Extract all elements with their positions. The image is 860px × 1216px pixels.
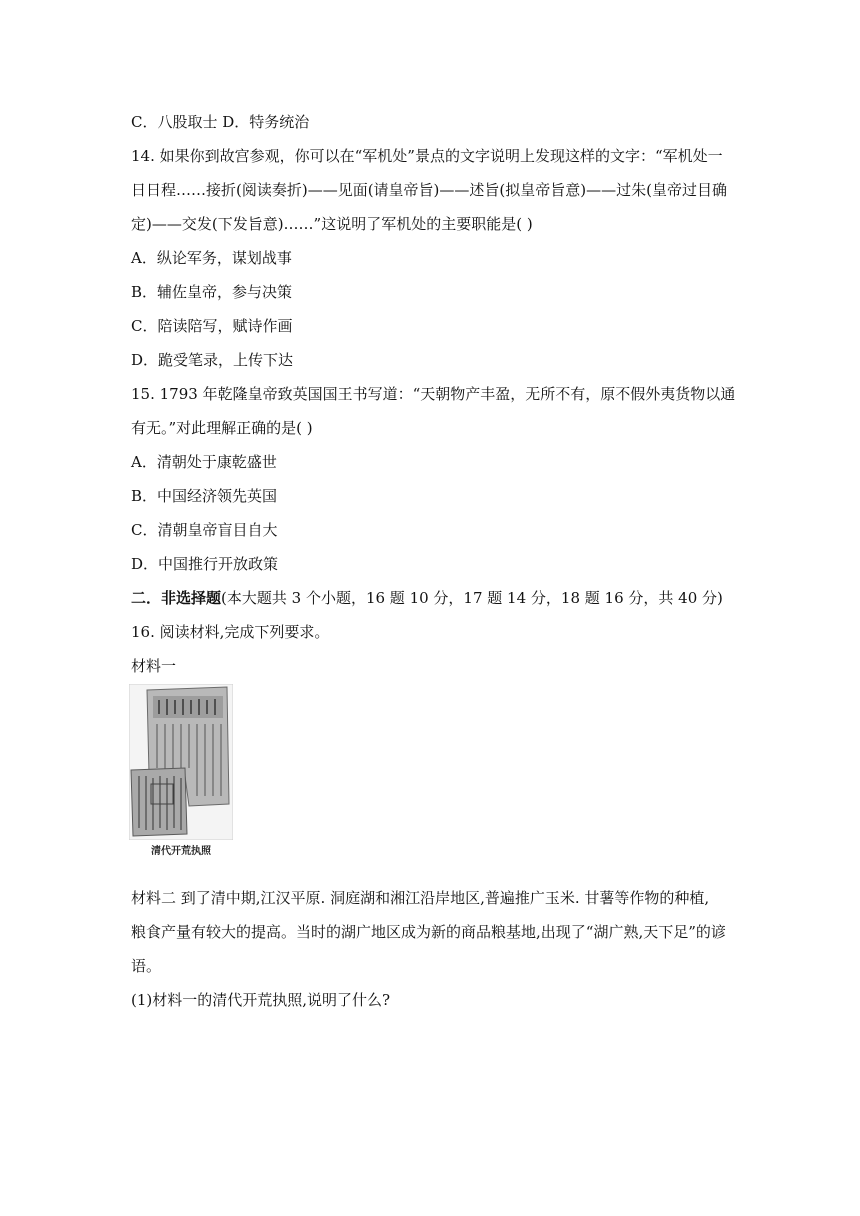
material-2-line-3: 语。 [131,957,162,975]
q16-sub-question-1: (1)材料一的清代开荒执照,说明了什么? [131,991,391,1009]
q14-stem-line-3: 定)——交发(下发旨意)……”这说明了军机处的主要职能是( ) [131,215,533,233]
q14-option-d: D．跪受笔录，上传下达 [131,351,294,369]
q14-stem-line-1: 14. 如果你到故宫参观，你可以在“军机处”景点的文字说明上发现这样的文字：“军机处一 [131,147,723,165]
q15-option-a: A．清朝处于康乾盛世 [131,453,277,471]
q13-options-cd: C．八股取士 D．特务统治 [131,113,310,131]
q14-stem-line-2: 日日程……接折(阅读奏折)——见面(请皇帝旨)——述旨(拟皇帝旨意)——过朱(皇帝过目确 [131,181,727,199]
q14-option-b: B．辅佐皇帝，参与决策 [131,283,293,301]
material-1-label: 材料一 [131,657,177,675]
q15-option-d: D．中国推行开放政策 [131,555,279,573]
q15-stem-line-2: 有无。”对此理解正确的是( ) [131,419,313,437]
figure-caption: 清代开荒执照 [151,846,211,857]
material-2-line-1: 材料二 到了清中期,江汉平原. 洞庭湖和湘江沿岸地区,普遍推广玉米. 甘薯等作物的种植, [131,889,710,907]
q16-intro: 16. 阅读材料,完成下列要求。 [131,623,330,641]
land-reclamation-permit-figure [129,684,233,860]
q15-stem-line-1: 15. 1793 年乾隆皇帝致英国国王书写道：“天朝物产丰盈，无所不有，原不假外夷货物以通 [131,385,736,403]
section-note: (本大题共 3 个小题，16 题 10 分，17 题 14 分，18 题 16 分，共 40 分) [221,589,723,607]
q15-option-c: C．清朝皇帝盲目自大 [131,521,278,539]
q14-option-a: A．纵论军务，谋划战事 [131,249,292,267]
land-reclamation-permit-photo [129,684,233,840]
material-2-line-2: 粮食产量有较大的提高。当时的湖广地区成为新的商品粮基地,出现了“湖广熟,天下足”的谚 [131,923,726,941]
q14-option-c: C．陪读陪写，赋诗作画 [131,317,293,335]
section-title: 二．非选择题 [131,589,222,607]
section-heading [131,588,731,608]
q15-option-b: B．中国经济领先英国 [131,487,278,505]
